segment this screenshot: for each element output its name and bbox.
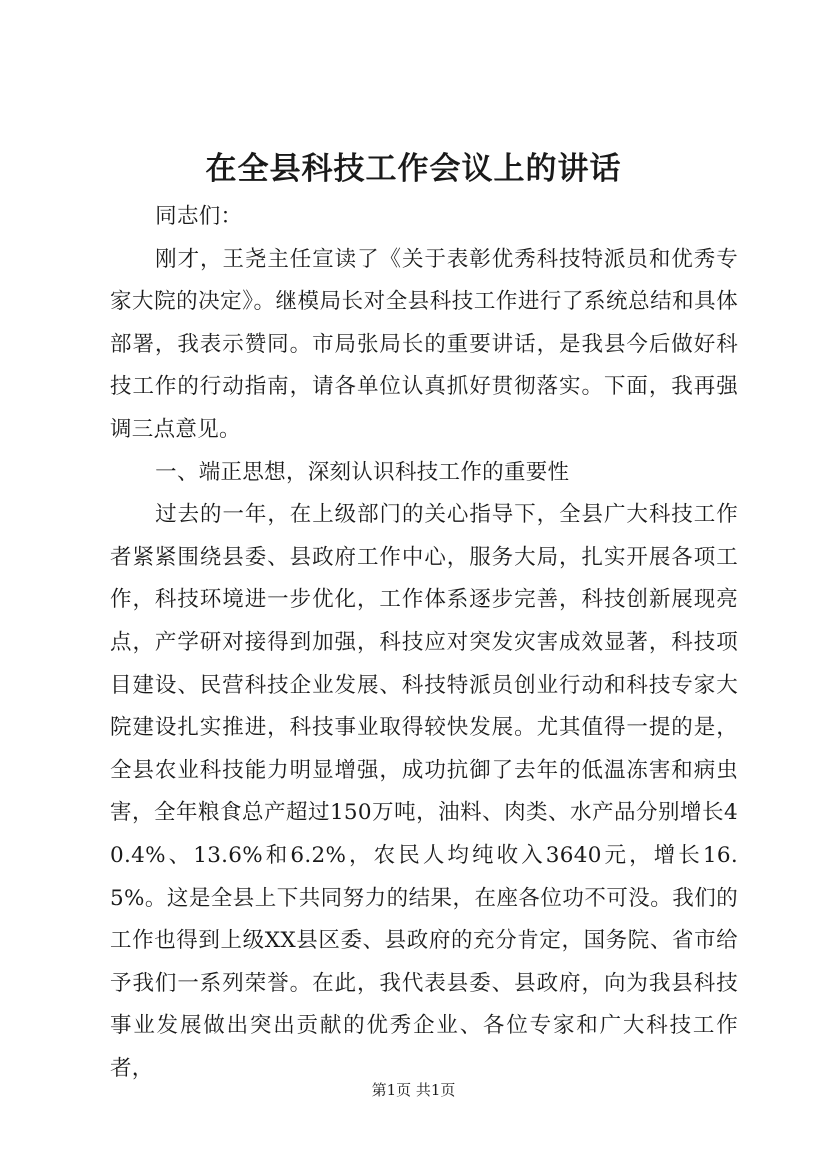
page-footer: 第1页 共1页 xyxy=(371,1081,456,1099)
body-paragraph: 过去的一年，在上级部门的关心指导下，全县广大科技工作者紧紧围绕县委、县政府工作中心，服务大局，扎实开展各项工作，科技环境进一步优化，工作体系逐步完善，科技创新展现亮点，产学研对接得到加强，科技应对突发灾害成效显著，科技项目建设、民营科技企业发展、科技特派员创业行动和科技专家大院建设扎实推进，科技事业取得较快发展。尤其值得一提的是，全县农业科技能力明显增强，成功抗御了去年的低温冻害和病虫害，全年粮食总产超过150万吨，油料、肉类、水产品分别增长40.4%、13.6%和6.2%，农民人均纯收入3640元，增长16.5%。这是全县上下共同努力的结果，在座各位功不可没。我们的工作也得到上级XX县区委、县政府的充分肯定，国务院、省市给予我们一系列荣誉。在此，我代表县委、县政府，向为我县科技事业发展做出突出贡献的优秀企业、各位专家和广大科技工作者， xyxy=(110,502,738,1081)
section-heading: 一、端正思想，深刻认识科技工作的重要性 xyxy=(155,459,570,485)
document-title: 在全县科技工作会议上的讲话 xyxy=(205,151,622,187)
salutation: 同志们： xyxy=(155,204,243,229)
intro-paragraph: 刚才，王尧主任宣读了《关于表彰优秀科技特派员和优秀专家大院的决定》。继模局长对全县科技工作进行了系统总结和具体部署，我表示赞同。市局张局长的重要讲话，是我县今后做好科技工作的行动指南，请各单位认真抓好贯彻落实。下面，我再强调三点意见。 xyxy=(110,246,738,442)
document-body xyxy=(110,196,738,1090)
